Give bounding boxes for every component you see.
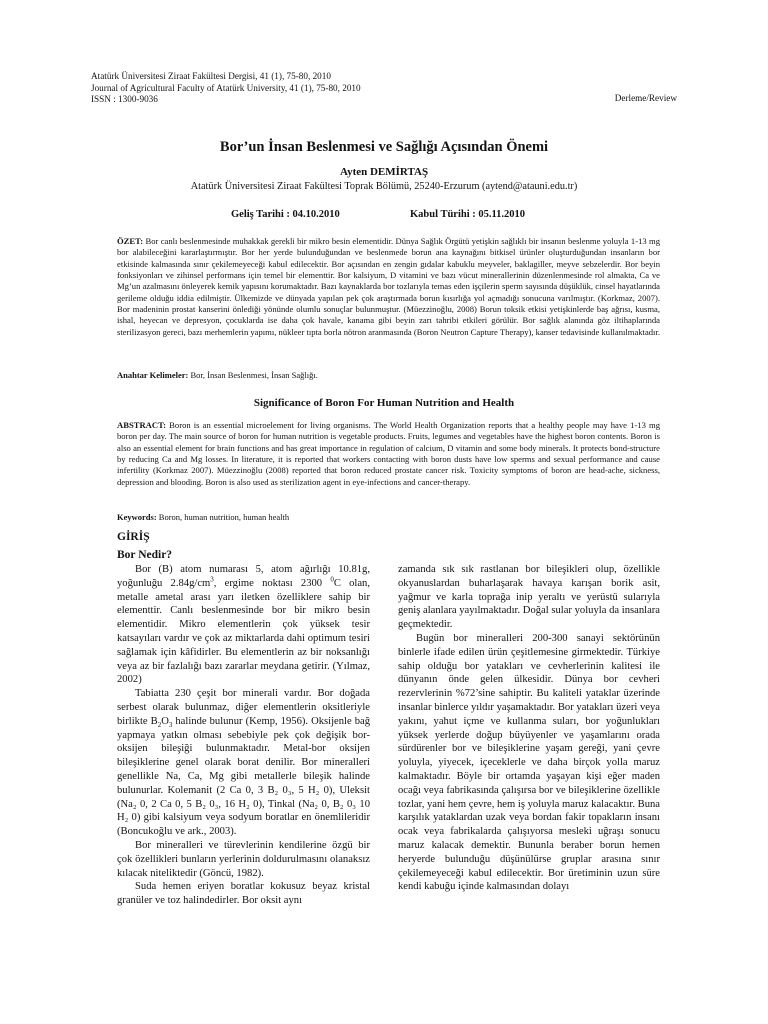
paragraph: zamanda sık sık rastlanan bor bileşikleri olup, özellikle okyanuslardan buharlaşarak havaya karışan borik asit, yağmur ve karla toprağa inip yeraltı ve yerüstü sularıyla geniş alanlara yayılmaktadır. Doğal sular yoluyla da insanlara geçmektedir. <box>398 564 660 631</box>
paragraph: Bugün bor mineralleri 200-300 sanayi sektörünün binlerle ifade edilen ürün çeşitlemesine girmektedir. Türkiye sahip olduğu bor yatakları ve cevherlerinin kalitesi ile dünyanın önde gelen ülkesidir. Dünya bor cevheri rezervlerinin %72’sine sahiptir. Bu kaliteli yataklar üzerinde insanlar binlerce yıldır yaşamaktadır. Bor yatakları üzeri veya yakını, yahut içme ve kullanma suları, bor yoğunlukları yüksek yerlerde doğup büyüyenler ve yaşamlarını orada sürdürenler bor ve bileşiklerine yaşam gereği, yani çevre yoluyla, yiyecek, içeceklerle ve daha birçok yolla maruz kalmaktadır. Böyle bir ortamda yaşayan kişi eğer maden ocağı veya fabrikasında çalışırsa bor ve bileşiklerine özellikle tozlar, yani hem çevre, hem iş yoluyla maruz kalacaktır. Buna karşılık yataklardan uzak veya bordan fakir topakların insanı ocak veya fabrikalarda çalışıyorsa mesleki uğraşı sonucu maruz kalacak demektir. Bununla beraber borun hemen heryerde bulunduğu düşünülürse gruplar arasına sınır çekilemeyeceği kabul edilecektir. Bor üretiminin uzun süre kendi kabuğu içinde kalmasından dolayı <box>398 632 660 893</box>
keywords-en <box>117 512 289 522</box>
keywords-tr <box>117 370 318 380</box>
paragraph: Bor (B) atom numarası 5, atom ağırlığı 10.81g, yoğunluğu $2.84g/cm^3$, ergime noktası 2300 $^0$C olan, metalle ametal arası yarı iletken özelliklere sahip bir elementtir. Canlı beslenmesinde bor bir mikro besin elementidir. Mikro elementlerin çok yüksek tesir katsayıları vardır ve çok az miktarlarda dahi optimum tesiri sağlamak için kâfidirler. Bu elementlerin az bir noksanlığı veya az bir fazlalığı bazı zararlar meydana getirir. (Yılmaz, 2002) <box>117 564 370 686</box>
left-column <box>117 563 370 908</box>
english-title: Significance of Boron For Human Nutrition and Health <box>253 397 515 409</box>
abstract-text: Boron is an essential microelement for living organisms. The World Health Organization reports that a healthy people may have 1-13 mg boron per day. The main source of boron for human nutrition is vegetable products. Fruits, legumes and vegetables have the highest boron contents. Boron is also an essential element for brain functions and has great importance in regulation of calcium, D vitamin and some body minerals. It protects bond-structure by reducing Ca and Mg losses. In literature, it is reported that workers contacting with boron dusts have low sperms and sexual performance and cause infertility (Korkmaz 2007). Müezzinoğlu (2008) reported that boron reduced prostate cancer risk. Toxicity symptoms of boron are head-ache, sickness, depression and blooding. Boron is also used as sterilization agent in eye-infections and cancer-therapy. <box>117 420 660 487</box>
right-column <box>398 563 660 894</box>
journal-name-tr: Atatürk Üniversitesi Ziraat Fakültesi Dergisi, 41 (1), 75-80, 2010 <box>91 71 331 81</box>
journal-name-en: Journal of Agricultural Faculty of Atatürk University, 41 (1), 75-80, 2010 <box>91 83 361 93</box>
english-abstract <box>117 420 660 488</box>
issn: ISSN : 1300-9036 <box>91 94 158 104</box>
keywords-en-label: Keywords: <box>117 512 157 522</box>
paragraph: Suda hemen eriyen boratlar kokusuz beyaz kristal granüler ve toz halindedirler. Bor oksit aynı <box>117 881 370 907</box>
paragraph: Tabiatta 230 çeşit bor minerali vardır. Bor doğada serbest olarak bulunmaz, diğer elementlerin oksitleriyle birlikte $B_2O_3$ halinde bulunur (Kemp, 1956). Oksijenle bağ yapmaya yatkın olması sebebiyle pek çok değişik bor-oksijen bileşiği bulunmaktadır. Metal-bor oksijen bileşiklerine genel olarak borat denilir. Bor mineralleri genellikle Na, Ca, Mg gibi metallerle bileşik halinde bulunurlar. Kolemanit (2 Ca 0, 3 B₂ 0₃, 5 H₂ 0), Uleksit (Na₂ 0, 2 Ca 0, 5 B₂ 0₃, 16 H₂ 0), Tinkal (Na₂ 0, B₂ 0₃ 10 H₂ 0) gibi kalsiyum veya sodyum boratlar en önemlileridir (Boncukoğlu ve ark., 2003). <box>117 688 371 838</box>
article-type: Derleme/Review <box>614 93 677 103</box>
paragraph: Bor mineralleri ve türevlerinin kendilerine özgü bir çok özellikleri bunların yerlerinin doldurulmasını olanaksız kılacak niteliktedir (Göncü, 1982). <box>117 839 370 879</box>
author-name: Ayten DEMİRTAŞ <box>339 166 429 178</box>
paper-title: Bor’un İnsan Beslenmesi ve Sağlığı Açısından Önemi <box>219 139 549 155</box>
abstract-label: ABSTRACT: <box>117 420 167 430</box>
ozet-label: ÖZET: <box>117 236 144 246</box>
received-date: Geliş Tarihi : 04.10.2010 <box>231 209 340 220</box>
section-heading: GİRİŞ <box>117 531 150 543</box>
author-affiliation: Atatürk Üniversitesi Ziraat Fakültesi Toprak Bölümü, 25240-Erzurum (aytend@atauni.edu.tr) <box>190 181 578 192</box>
subsection-heading: Bor Nedir? <box>117 549 173 561</box>
keywords-tr-label: Anahtar Kelimeler: <box>117 370 189 380</box>
ozet-abstract <box>117 236 660 338</box>
accepted-date: Kabul Türihi : 05.11.2010 <box>410 209 526 220</box>
keywords-tr-text: Bor, İnsan Beslenmesi, İnsan Sağlığı. <box>188 370 318 380</box>
keywords-en-text: Boron, human nutrition, human health <box>156 512 290 522</box>
ozet-text: Bor canlı beslenmesinde muhakkak gerekli bir mikro besin elementidir. Dünya Sağlık Örgütü yetişkin sağlıklı bir insanın beslenme yoluyla 1-13 mg bor alabileceğini kararlaştırmıştır. Bor her yerde bulunduğundan ve beslenmede borun ana kaynağını bitkisel ürünler oluşturduğundan insanların bor etkisinde kalmasında sınır çekilemeyeceği kabul edilecektir. Bor açısından en zengin gıdalar kabuklu meyveler, baklagiller, meyve sebzelerdir. Bor beyin fonksiyonları ve zihinsel performans için temel bir elementtir. Bor kalsiyum, D vitamini ve bazı vücut minerallerinin düzenlenmesinde rol almakta, Ca ve Mg’un azalmasını önleyerek kemik yapısını korumaktadır. Bazı kaynaklarda bor tozlarıyla temas eden işçilerin sperm sayısında düşüklük, cinsel hayatlarında gerileme olduğu iddia edilmiştir. Ülkemizde ve dünyada yapılan pek çok araştırmada borun kısırlığa yol açmadığı sonucuna varılmıştır. (Korkmaz, 2007). Bor madeninin prostat kanserini önlediği yönünde olumlu sonuçlar bulunmuştur. (Müezzinoğlu, 2008) Borun toksik etkisi yetişkinlerde baş ağrısı, kusma, ishal, heyecan ve depresyon, çocuklarda ise daha çok havale, kanama gibi beyin zarı tahribi etkileri görülür. Bor sağlık alanında göz iltihaplarında sterilizasyon gereci, bazı merhemlerin yapımı, nükleer tıpta borla nötron aranmasında (Boron Neutron Capture Therapy), kanser tedavisinde kullanılmaktadır. <box>117 236 660 337</box>
